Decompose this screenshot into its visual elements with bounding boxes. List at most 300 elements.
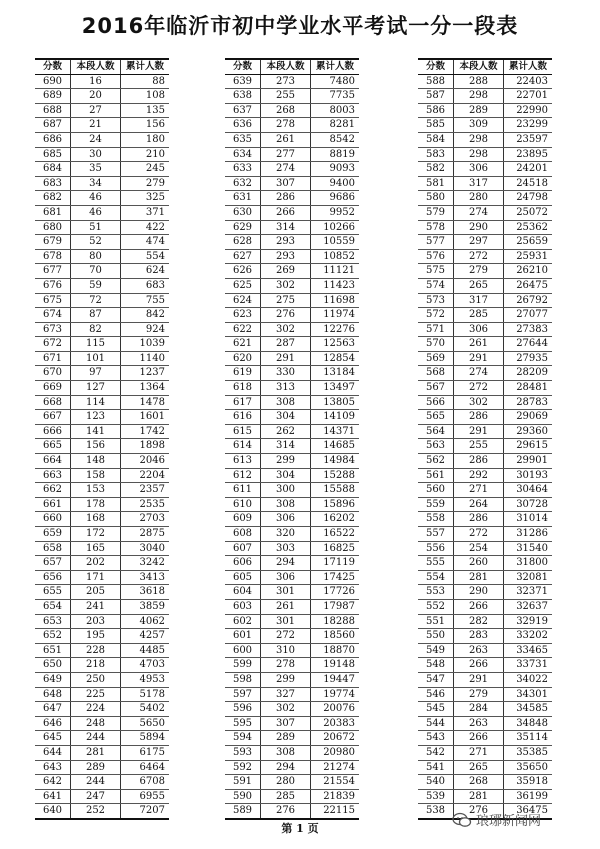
total-cell: 7480 bbox=[329, 75, 355, 87]
table-row bbox=[35, 308, 169, 323]
total-cell: 12563 bbox=[323, 338, 355, 350]
score-cell: 639 bbox=[225, 75, 261, 89]
total-cell: 1039 bbox=[139, 338, 165, 350]
count-cell: 266 bbox=[454, 600, 504, 614]
total-cell: 4257 bbox=[139, 630, 165, 642]
total-cell: 22990 bbox=[516, 104, 548, 116]
count-cell: 250 bbox=[71, 673, 121, 687]
count-cell: 205 bbox=[71, 585, 121, 599]
count-cell: 307 bbox=[261, 177, 311, 191]
total-cell: 13805 bbox=[323, 396, 355, 408]
score-cell: 685 bbox=[35, 148, 71, 162]
count-cell: 313 bbox=[261, 381, 311, 395]
table-row bbox=[35, 804, 169, 818]
total-cell: 4953 bbox=[139, 673, 165, 685]
table-row bbox=[35, 498, 169, 513]
total-cell: 180 bbox=[145, 133, 165, 145]
table-row bbox=[225, 556, 359, 571]
count-cell: 115 bbox=[71, 337, 121, 351]
table-row bbox=[418, 337, 552, 352]
count-cell: 123 bbox=[71, 410, 121, 424]
table-header bbox=[35, 60, 169, 75]
table-row bbox=[35, 571, 169, 586]
table-row bbox=[35, 483, 169, 498]
score-cell: 577 bbox=[418, 235, 454, 249]
count-cell: 158 bbox=[71, 469, 121, 483]
total-cell: 279 bbox=[145, 177, 165, 189]
table-row bbox=[418, 162, 552, 177]
count-cell: 178 bbox=[71, 498, 121, 512]
count-cell: 203 bbox=[71, 615, 121, 629]
count-cell: 310 bbox=[261, 644, 311, 658]
total-cell: 16202 bbox=[323, 513, 355, 525]
table-row bbox=[35, 600, 169, 615]
page-number: 第 1 页 bbox=[281, 822, 319, 835]
total-cell: 19148 bbox=[323, 659, 355, 671]
score-cell: 545 bbox=[418, 702, 454, 716]
total-cell: 108 bbox=[145, 90, 165, 102]
total-cell: 10852 bbox=[323, 250, 355, 262]
count-cell: 272 bbox=[261, 629, 311, 643]
table-row bbox=[225, 396, 359, 411]
score-table-col-2 bbox=[225, 58, 359, 820]
total-cell: 9686 bbox=[329, 192, 355, 204]
count-cell: 195 bbox=[71, 629, 121, 643]
count-cell: 280 bbox=[454, 191, 504, 205]
count-cell: 327 bbox=[261, 688, 311, 702]
count-cell: 272 bbox=[454, 381, 504, 395]
total-cell: 20383 bbox=[323, 717, 355, 729]
score-cell: 562 bbox=[418, 454, 454, 468]
table-row bbox=[35, 615, 169, 630]
score-cell: 593 bbox=[225, 746, 261, 760]
table-row bbox=[225, 162, 359, 177]
total-cell: 34848 bbox=[516, 717, 548, 729]
table-row bbox=[418, 556, 552, 571]
table-row bbox=[225, 323, 359, 338]
count-cell: 244 bbox=[71, 775, 121, 789]
table-header bbox=[225, 60, 359, 75]
table-row bbox=[225, 308, 359, 323]
score-cell: 627 bbox=[225, 250, 261, 264]
score-cell: 617 bbox=[225, 396, 261, 410]
score-cell: 575 bbox=[418, 264, 454, 278]
score-cell: 607 bbox=[225, 542, 261, 556]
table-row bbox=[35, 89, 169, 104]
score-cell: 542 bbox=[418, 746, 454, 760]
score-table-col-1 bbox=[35, 58, 169, 820]
count-cell: 271 bbox=[454, 746, 504, 760]
score-cell: 635 bbox=[225, 133, 261, 147]
table-row bbox=[418, 250, 552, 265]
score-cell: 663 bbox=[35, 469, 71, 483]
count-cell: 317 bbox=[454, 294, 504, 308]
score-cell: 570 bbox=[418, 337, 454, 351]
total-cell: 554 bbox=[145, 250, 165, 262]
score-cell: 571 bbox=[418, 323, 454, 337]
total-cell: 31800 bbox=[516, 557, 548, 569]
total-cell: 17425 bbox=[323, 571, 355, 583]
table-row bbox=[225, 761, 359, 776]
total-cell: 15896 bbox=[323, 498, 355, 510]
table-row bbox=[225, 221, 359, 236]
count-cell: 46 bbox=[71, 191, 121, 205]
count-cell: 286 bbox=[454, 454, 504, 468]
total-cell: 24518 bbox=[516, 177, 548, 189]
total-cell: 20980 bbox=[323, 746, 355, 758]
total-cell: 14109 bbox=[323, 411, 355, 423]
total-cell: 36199 bbox=[516, 790, 548, 802]
score-cell: 603 bbox=[225, 600, 261, 614]
count-cell: 97 bbox=[71, 366, 121, 380]
table-row bbox=[225, 104, 359, 119]
count-cell: 266 bbox=[454, 731, 504, 745]
table-row bbox=[418, 527, 552, 542]
count-cell: 35 bbox=[71, 162, 121, 176]
count-cell: 286 bbox=[261, 191, 311, 205]
header-total: 累计人数 bbox=[508, 61, 547, 72]
table-row bbox=[225, 264, 359, 279]
table-row bbox=[35, 542, 169, 557]
score-cell: 661 bbox=[35, 498, 71, 512]
count-cell: 168 bbox=[71, 512, 121, 526]
count-cell: 21 bbox=[71, 118, 121, 132]
table-row bbox=[225, 75, 359, 90]
score-cell: 620 bbox=[225, 352, 261, 366]
table-row bbox=[35, 527, 169, 542]
score-cell: 597 bbox=[225, 688, 261, 702]
total-cell: 29360 bbox=[516, 425, 548, 437]
table-row bbox=[225, 294, 359, 309]
table-row bbox=[35, 761, 169, 776]
total-cell: 35385 bbox=[516, 746, 548, 758]
score-cell: 585 bbox=[418, 118, 454, 132]
count-cell: 279 bbox=[454, 264, 504, 278]
total-cell: 11698 bbox=[323, 294, 355, 306]
table-row bbox=[418, 104, 552, 119]
count-cell: 293 bbox=[261, 250, 311, 264]
count-cell: 291 bbox=[454, 352, 504, 366]
score-cell: 634 bbox=[225, 148, 261, 162]
count-cell: 218 bbox=[71, 658, 121, 672]
table-row bbox=[225, 658, 359, 673]
header-total: 累计人数 bbox=[125, 61, 164, 72]
table-row bbox=[35, 688, 169, 703]
total-cell: 8542 bbox=[329, 133, 355, 145]
table-row bbox=[418, 454, 552, 469]
total-cell: 29615 bbox=[516, 440, 548, 452]
score-cell: 628 bbox=[225, 235, 261, 249]
count-cell: 165 bbox=[71, 542, 121, 556]
count-cell: 24 bbox=[71, 133, 121, 147]
total-cell: 34022 bbox=[516, 673, 548, 685]
score-cell: 642 bbox=[35, 775, 71, 789]
score-cell: 592 bbox=[225, 761, 261, 775]
table-row bbox=[418, 381, 552, 396]
score-cell: 596 bbox=[225, 702, 261, 716]
table-row bbox=[418, 425, 552, 440]
count-cell: 308 bbox=[261, 746, 311, 760]
table-row bbox=[35, 206, 169, 221]
table-row bbox=[418, 761, 552, 776]
total-cell: 683 bbox=[145, 279, 165, 291]
score-cell: 609 bbox=[225, 512, 261, 526]
table-row bbox=[418, 512, 552, 527]
score-cell: 657 bbox=[35, 556, 71, 570]
total-cell: 5894 bbox=[139, 732, 165, 744]
table-row bbox=[418, 571, 552, 586]
score-cell: 540 bbox=[418, 775, 454, 789]
header-score: 分数 bbox=[418, 60, 454, 74]
table-row bbox=[225, 410, 359, 425]
score-cell: 558 bbox=[418, 512, 454, 526]
count-cell: 276 bbox=[261, 804, 311, 818]
table-row bbox=[35, 585, 169, 600]
score-cell: 659 bbox=[35, 527, 71, 541]
table-row bbox=[418, 118, 552, 133]
count-cell: 298 bbox=[454, 89, 504, 103]
count-cell: 276 bbox=[454, 804, 504, 818]
score-cell: 637 bbox=[225, 104, 261, 118]
total-cell: 1898 bbox=[139, 440, 165, 452]
table-row bbox=[35, 629, 169, 644]
total-cell: 9400 bbox=[329, 177, 355, 189]
score-cell: 619 bbox=[225, 366, 261, 380]
score-cell: 552 bbox=[418, 600, 454, 614]
score-cell: 656 bbox=[35, 571, 71, 585]
total-cell: 5402 bbox=[139, 703, 165, 715]
total-cell: 33465 bbox=[516, 644, 548, 656]
table-row bbox=[35, 439, 169, 454]
score-cell: 673 bbox=[35, 323, 71, 337]
total-cell: 156 bbox=[145, 119, 165, 131]
total-cell: 5178 bbox=[139, 688, 165, 700]
score-cell: 560 bbox=[418, 483, 454, 497]
count-cell: 34 bbox=[71, 177, 121, 191]
total-cell: 2875 bbox=[139, 528, 165, 539]
total-cell: 29901 bbox=[516, 455, 548, 467]
total-cell: 32371 bbox=[516, 586, 548, 598]
count-cell: 302 bbox=[261, 323, 311, 337]
count-cell: 271 bbox=[454, 483, 504, 497]
table-row bbox=[418, 323, 552, 338]
total-cell: 25362 bbox=[516, 221, 548, 233]
total-cell: 25072 bbox=[516, 206, 548, 218]
watermark-text: 琅琊新闻网 bbox=[476, 814, 542, 829]
total-cell: 31540 bbox=[516, 542, 548, 554]
total-cell: 88 bbox=[152, 75, 165, 87]
count-cell: 264 bbox=[454, 498, 504, 512]
count-cell: 299 bbox=[261, 454, 311, 468]
total-cell: 33731 bbox=[516, 659, 548, 671]
score-cell: 666 bbox=[35, 425, 71, 439]
table-row bbox=[418, 177, 552, 192]
score-cell: 608 bbox=[225, 527, 261, 541]
count-cell: 127 bbox=[71, 381, 121, 395]
score-cell: 594 bbox=[225, 731, 261, 745]
count-cell: 300 bbox=[261, 483, 311, 497]
table-row bbox=[225, 644, 359, 659]
table-row bbox=[418, 410, 552, 425]
total-cell: 624 bbox=[145, 265, 165, 277]
total-cell: 34301 bbox=[516, 688, 548, 700]
count-cell: 291 bbox=[454, 673, 504, 687]
score-cell: 648 bbox=[35, 688, 71, 702]
total-cell: 15288 bbox=[323, 469, 355, 481]
table-row bbox=[225, 366, 359, 381]
score-cell: 612 bbox=[225, 469, 261, 483]
count-cell: 289 bbox=[261, 731, 311, 745]
score-cell: 615 bbox=[225, 425, 261, 439]
total-cell: 4703 bbox=[139, 659, 165, 671]
score-cell: 555 bbox=[418, 556, 454, 570]
table-row bbox=[225, 133, 359, 148]
score-cell: 580 bbox=[418, 191, 454, 205]
count-cell: 263 bbox=[454, 717, 504, 731]
total-cell: 14685 bbox=[323, 440, 355, 452]
table-row bbox=[35, 454, 169, 469]
table-row bbox=[418, 366, 552, 381]
count-cell: 225 bbox=[71, 688, 121, 702]
count-cell: 306 bbox=[261, 512, 311, 526]
count-cell: 308 bbox=[261, 396, 311, 410]
table-row bbox=[35, 279, 169, 294]
count-cell: 171 bbox=[71, 571, 121, 585]
count-cell: 261 bbox=[454, 337, 504, 351]
score-cell: 553 bbox=[418, 585, 454, 599]
count-cell: 281 bbox=[454, 790, 504, 804]
score-cell: 660 bbox=[35, 512, 71, 526]
table-row bbox=[35, 221, 169, 236]
count-cell: 297 bbox=[454, 235, 504, 249]
count-cell: 302 bbox=[261, 279, 311, 293]
score-cell: 638 bbox=[225, 89, 261, 103]
score-cell: 631 bbox=[225, 191, 261, 205]
table-row bbox=[225, 469, 359, 484]
score-cell: 649 bbox=[35, 673, 71, 687]
table-row bbox=[35, 337, 169, 352]
count-cell: 228 bbox=[71, 644, 121, 658]
total-cell: 11121 bbox=[323, 265, 355, 277]
total-cell: 12276 bbox=[323, 323, 355, 335]
count-cell: 286 bbox=[454, 512, 504, 526]
score-cell: 675 bbox=[35, 294, 71, 308]
total-cell: 28209 bbox=[516, 367, 548, 379]
count-cell: 303 bbox=[261, 542, 311, 556]
count-cell: 330 bbox=[261, 366, 311, 380]
count-cell: 274 bbox=[261, 162, 311, 176]
total-cell: 17987 bbox=[323, 600, 355, 612]
score-cell: 595 bbox=[225, 717, 261, 731]
count-cell: 277 bbox=[261, 148, 311, 162]
total-cell: 3413 bbox=[139, 571, 165, 583]
table-row bbox=[418, 294, 552, 309]
score-cell: 605 bbox=[225, 571, 261, 585]
score-cell: 561 bbox=[418, 469, 454, 483]
table-row bbox=[225, 790, 359, 805]
table-row bbox=[35, 264, 169, 279]
score-cell: 643 bbox=[35, 761, 71, 775]
header-total: 累计人数 bbox=[315, 61, 354, 72]
total-cell: 15588 bbox=[323, 484, 355, 496]
count-cell: 72 bbox=[71, 294, 121, 308]
count-cell: 70 bbox=[71, 264, 121, 278]
count-cell: 247 bbox=[71, 790, 121, 804]
table-row bbox=[418, 206, 552, 221]
total-cell: 24798 bbox=[516, 192, 548, 204]
table-row bbox=[35, 469, 169, 484]
table-row bbox=[35, 790, 169, 805]
count-cell: 80 bbox=[71, 250, 121, 264]
score-cell: 606 bbox=[225, 556, 261, 570]
score-cell: 626 bbox=[225, 264, 261, 278]
score-cell: 688 bbox=[35, 104, 71, 118]
score-cell: 591 bbox=[225, 775, 261, 789]
score-cell: 541 bbox=[418, 761, 454, 775]
table-row bbox=[418, 483, 552, 498]
score-cell: 677 bbox=[35, 264, 71, 278]
score-cell: 665 bbox=[35, 439, 71, 453]
total-cell: 22403 bbox=[516, 75, 548, 87]
total-cell: 16522 bbox=[323, 528, 355, 539]
total-cell: 6955 bbox=[139, 790, 165, 802]
score-cell: 670 bbox=[35, 366, 71, 380]
total-cell: 33202 bbox=[516, 630, 548, 642]
total-cell: 17119 bbox=[323, 557, 355, 569]
count-cell: 284 bbox=[454, 702, 504, 716]
total-cell: 29069 bbox=[516, 411, 548, 423]
table-row bbox=[225, 746, 359, 761]
table-row bbox=[225, 629, 359, 644]
table-row bbox=[418, 279, 552, 294]
count-cell: 317 bbox=[454, 177, 504, 191]
table-header bbox=[418, 60, 552, 75]
total-cell: 1364 bbox=[139, 382, 165, 394]
score-cell: 640 bbox=[35, 804, 71, 818]
total-cell: 25659 bbox=[516, 236, 548, 248]
table-row bbox=[418, 264, 552, 279]
score-cell: 614 bbox=[225, 439, 261, 453]
score-cell: 633 bbox=[225, 162, 261, 176]
score-cell: 550 bbox=[418, 629, 454, 643]
count-cell: 306 bbox=[454, 323, 504, 337]
count-cell: 285 bbox=[454, 308, 504, 322]
score-cell: 646 bbox=[35, 717, 71, 731]
total-cell: 26792 bbox=[516, 294, 548, 306]
table-row bbox=[225, 381, 359, 396]
table-row bbox=[418, 790, 552, 805]
table-row bbox=[35, 323, 169, 338]
count-cell: 281 bbox=[454, 571, 504, 585]
total-cell: 35114 bbox=[516, 732, 548, 744]
score-cell: 683 bbox=[35, 177, 71, 191]
table-row bbox=[225, 775, 359, 790]
total-cell: 6464 bbox=[139, 761, 165, 773]
count-cell: 276 bbox=[261, 308, 311, 322]
table-row bbox=[225, 439, 359, 454]
table-row bbox=[225, 804, 359, 818]
table-row bbox=[225, 688, 359, 703]
count-cell: 278 bbox=[261, 118, 311, 132]
score-cell: 588 bbox=[418, 75, 454, 89]
score-cell: 616 bbox=[225, 410, 261, 424]
total-cell: 8281 bbox=[329, 119, 355, 131]
count-cell: 280 bbox=[261, 775, 311, 789]
total-cell: 1478 bbox=[139, 396, 165, 408]
total-cell: 2535 bbox=[139, 498, 165, 510]
count-cell: 248 bbox=[71, 717, 121, 731]
total-cell: 371 bbox=[145, 206, 165, 218]
